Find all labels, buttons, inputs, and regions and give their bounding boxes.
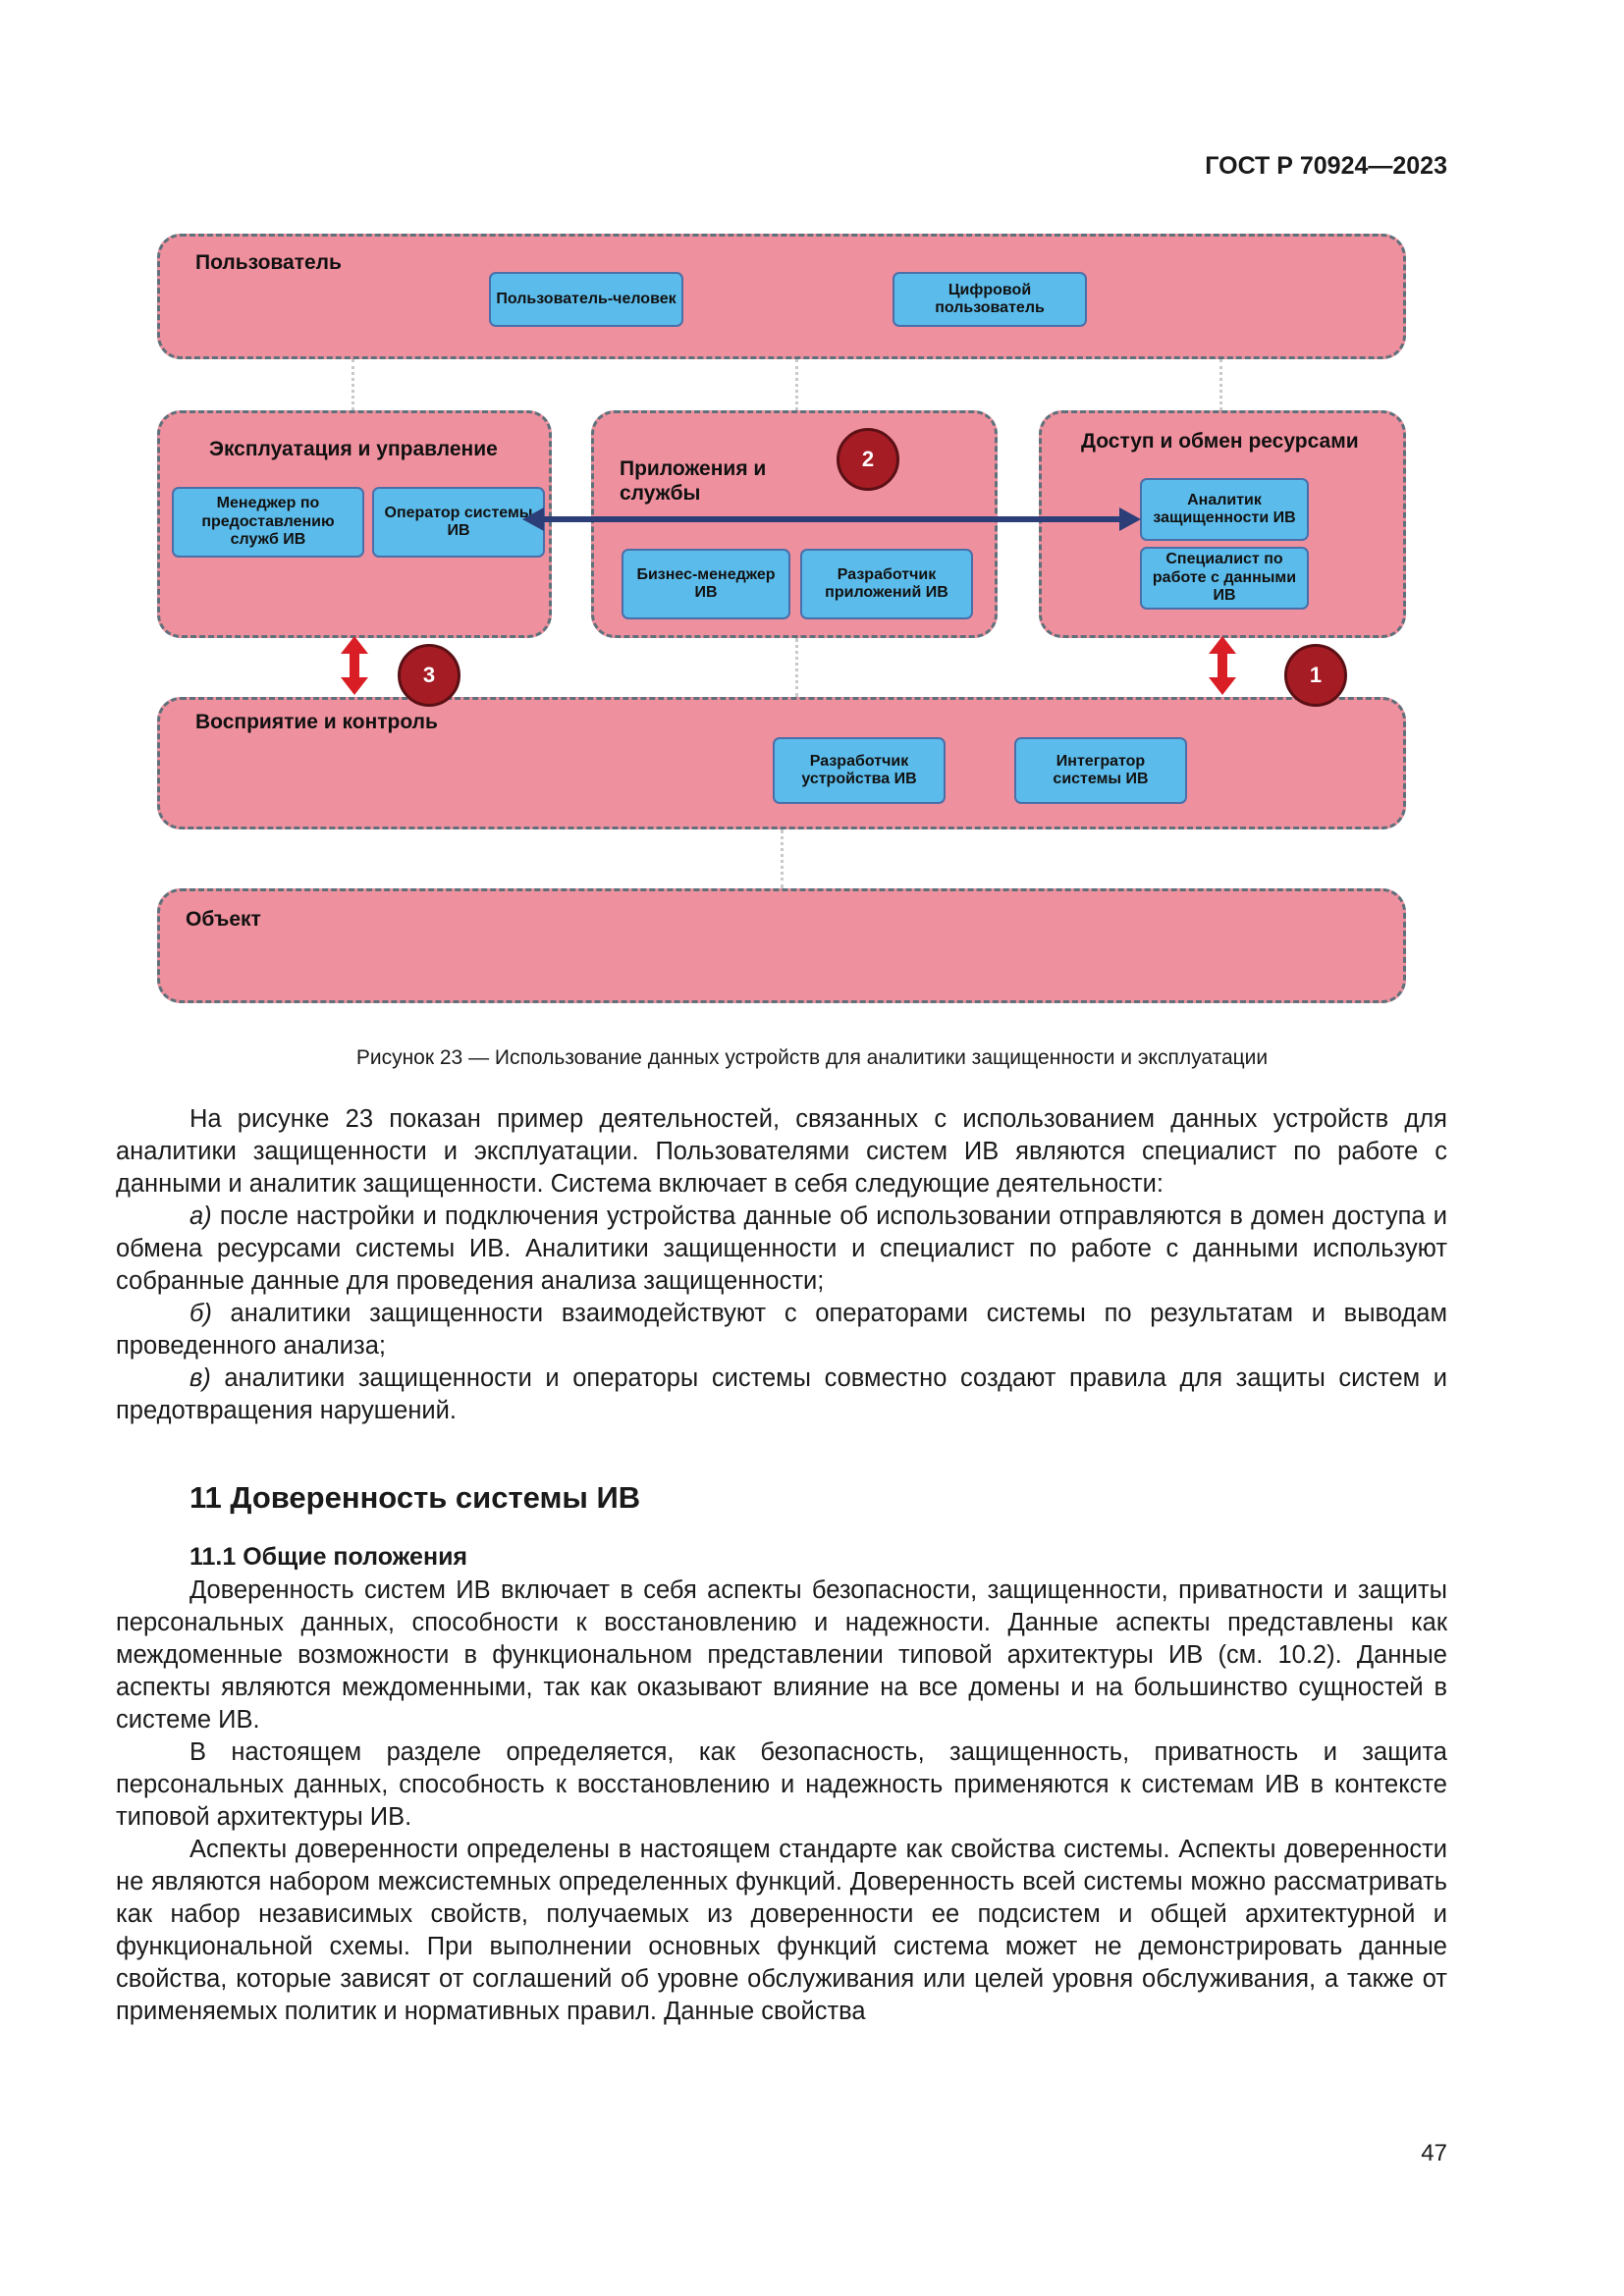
figure-23-diagram	[147, 226, 1414, 1011]
arrow-operations-sensing	[341, 636, 368, 695]
role-data-specialist: Специалист по работе с данными ИВ	[1140, 547, 1309, 610]
role-service-manager: Менеджер по предоставлению служб ИВ	[172, 487, 364, 558]
list-item-c	[116, 1362, 1447, 1427]
paragraph-system-properties: Аспекты доверенности определены в настоящем стандарте как свойства системы. Аспекты доверенности не являются набором межсистемных определенных функций. Доверенность всей системы можно рассматривать как набор независимых свойств, получаемых из доверенности ее подсистем и общей архитектурной и функциональной схемы. При выполнении основных функций система может не демонстрировать данные свойства, которые зависят от соглашений об уровне обслуживания или целей уровня обслуживания, а также от применяемых политик и нормативных правил. Данные свойства	[116, 1836, 1447, 2025]
list-text-a: после настройки и подключения устройства данные об использовании отправляются в домен доступа и обмена ресурсами системы ИВ. Аналитики защищенности и специалист по работе с данными используют собранные данные для проведения анализа защищенности;	[116, 1202, 1447, 1295]
paragraph-trust-aspects: Доверенность систем ИВ включает в себя аспекты безопасности, защищенности, приватности и защиты персональных данных, способности к восстановлению и надежности. Данные аспекты представлены как междоменные возможности в функциональном представлении типовой архитектуры ИВ (см. 10.2). Данные аспекты являются междоменными, так как оказывают влияние на все домены и на большинство сущностей в системе ИВ.	[116, 1576, 1447, 1734]
document-header: ГОСТ Р 70924—2023	[1205, 152, 1447, 180]
role-device-developer: Разработчик устройства ИВ	[773, 737, 946, 804]
role-security-analyst: Аналитик защищенности ИВ	[1140, 478, 1309, 541]
badge-3: 3	[398, 644, 460, 707]
figure-caption: Рисунок 23 — Использование данных устройств для аналитики защищенности и эксплуатации	[355, 1046, 1269, 1069]
paragraph-figure-description: На рисунке 23 показан пример деятельностей, связанных с использованием данных устройств для аналитики защищенности и эксплуатации. Пользователями систем ИВ являются специалист по работе с данными и аналитик защищенности. Система включает в себя следующие деятельности:	[116, 1105, 1447, 1198]
role-business-manager: Бизнес-менеджер ИВ	[622, 549, 790, 619]
role-digital-user: Цифровой пользователь	[893, 272, 1087, 327]
figure-arrows	[147, 226, 1414, 1011]
badge-1: 1	[1284, 644, 1347, 707]
role-system-integrator: Интегратор системы ИВ	[1014, 737, 1187, 804]
intro-text-block	[116, 1103, 1447, 1427]
arrow-resources-sensing	[1209, 636, 1236, 695]
list-item-a	[116, 1201, 1447, 1298]
arrow-operator-analyst	[522, 507, 1141, 531]
badge-2: 2	[837, 428, 899, 491]
domain-applications-label: Приложения и службы	[620, 457, 767, 506]
list-marker-b: б)	[189, 1300, 212, 1327]
role-app-developer: Разработчик приложений ИВ	[800, 549, 973, 619]
domain-operations-label: Эксплуатация и управление	[209, 438, 498, 460]
domain-sensing-label: Восприятие и контроль	[195, 711, 438, 733]
list-item-b	[116, 1298, 1447, 1362]
list-marker-c: в)	[189, 1364, 211, 1392]
domain-resources-label: Доступ и обмен ресурсами	[1081, 430, 1359, 453]
list-marker-a: а)	[189, 1202, 212, 1230]
domain-user-label: Пользователь	[195, 251, 342, 274]
section-title: 11 Доверенность системы ИВ	[189, 1480, 641, 1515]
list-text-b: аналитики защищенности взаимодействуют с операторами системы по результатам и выводам проведенного анализа;	[116, 1300, 1447, 1360]
role-human-user: Пользователь-человек	[489, 272, 683, 327]
role-system-operator: Оператор системы ИВ	[372, 487, 545, 558]
page-number: 47	[1421, 2140, 1447, 2166]
list-text-c: аналитики защищенности и операторы системы совместно создают правила для защиты систем и предотвращения нарушений.	[116, 1364, 1447, 1424]
domain-object-label: Объект	[186, 908, 261, 931]
section-text-block	[116, 1575, 1447, 2028]
paragraph-section-scope: В настоящем разделе определяется, как безопасность, защищенность, приватность и защита персональных данных, способность к восстановлению и надежность применяются к системам ИВ в контексте типовой архитектуры ИВ.	[116, 1738, 1447, 1831]
subsection-title: 11.1 Общие положения	[189, 1543, 468, 1571]
